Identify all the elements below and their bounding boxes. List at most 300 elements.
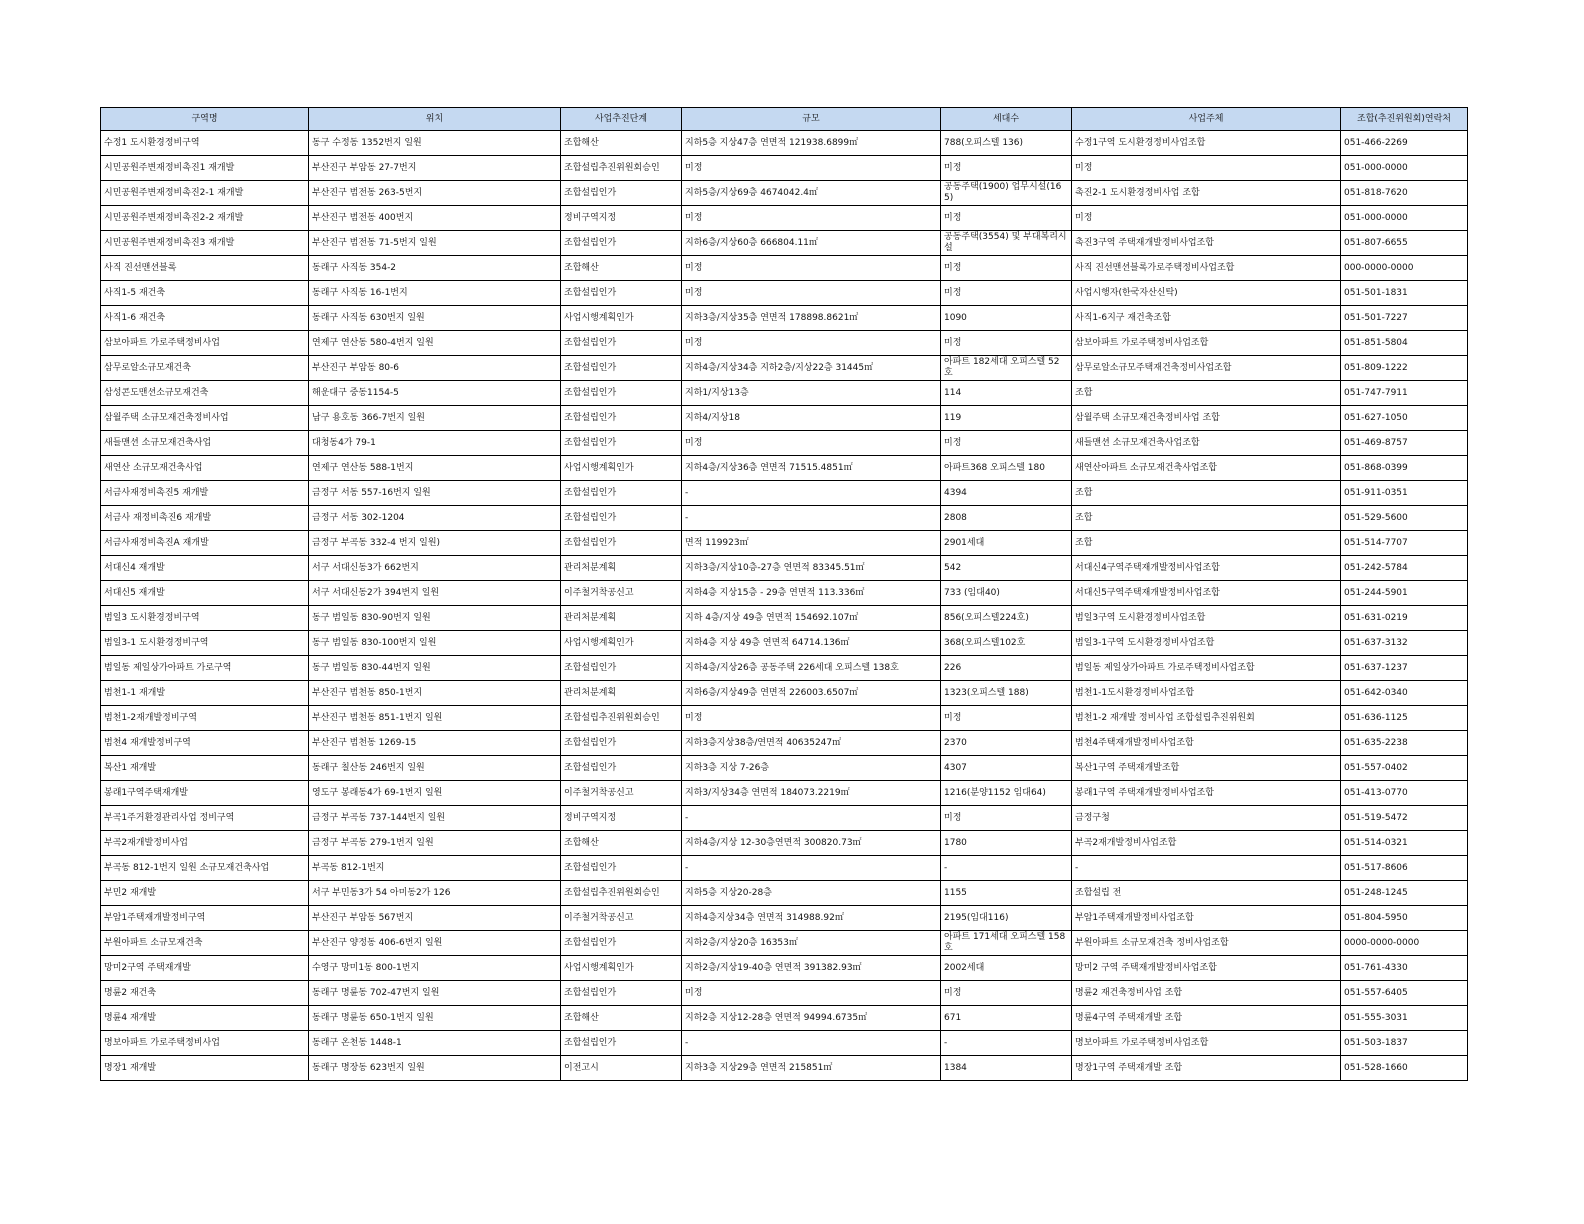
table-row [101, 556, 1468, 581]
households-cell: 공동주택(3554) 및 부대복리시설 [941, 231, 1072, 256]
scale-cell: 미정 [682, 156, 941, 181]
location-cell: 금정구 서동 302-1204 [309, 506, 561, 531]
households-cell: 542 [941, 556, 1072, 581]
district-name-cell: 서금사재정비촉진5 재개발 [101, 481, 309, 506]
table-row [101, 606, 1468, 631]
scale-cell: 지하5층 지상47층 연면적 121938.6899㎡ [682, 131, 941, 156]
table-row [101, 306, 1468, 331]
operator-cell: 범천1-2 재개발 정비사업 조합설립추진위원회 [1072, 706, 1341, 731]
table-row [101, 531, 1468, 556]
location-cell: 서구 서대신동3가 662번지 [309, 556, 561, 581]
district-name-cell: 사직1-5 재건축 [101, 281, 309, 306]
location-cell: 동래구 명장동 623번지 일원 [309, 1056, 561, 1081]
operator-cell: 미정 [1072, 156, 1341, 181]
stage-cell: 조합설립인가 [561, 656, 682, 681]
table-row [101, 1056, 1468, 1081]
operator-cell: 명보아파트 가로주택정비사업조합 [1072, 1031, 1341, 1056]
operator-cell: 범일3구역 도시환경정비사업조합 [1072, 606, 1341, 631]
contact-cell: 051-868-0399 [1341, 456, 1468, 481]
scale-cell: 지하5층/지상69층 4674042.4㎡ [682, 181, 941, 206]
location-cell: 동구 범일동 830-44번지 일원 [309, 656, 561, 681]
contact-cell: 051-761-4330 [1341, 956, 1468, 981]
households-cell: 미정 [941, 156, 1072, 181]
stage-cell: 조합해산 [561, 256, 682, 281]
scale-cell: 지하3층지상38층/연면적 40635247㎡ [682, 731, 941, 756]
district-name-cell: 부암1주택재개발정비구역 [101, 906, 309, 931]
table-row [101, 681, 1468, 706]
table-row [101, 256, 1468, 281]
table-row [101, 631, 1468, 656]
households-cell: 671 [941, 1006, 1072, 1031]
district-name-cell: 서금사 재정비촉진6 재개발 [101, 506, 309, 531]
table-row [101, 1006, 1468, 1031]
table-row [101, 756, 1468, 781]
contact-cell: 051-809-1222 [1341, 356, 1468, 381]
households-cell: 2901세대 [941, 531, 1072, 556]
contact-cell: 051-501-1831 [1341, 281, 1468, 306]
operator-cell: 조합 [1072, 481, 1341, 506]
stage-cell: 조합설립인가 [561, 481, 682, 506]
header-contact: 조합(추진위원회)연락처 [1341, 108, 1468, 131]
operator-cell: 새들맨션 소규모재건축사업조합 [1072, 431, 1341, 456]
households-cell: 아파트 182세대 오피스텔 52호 [941, 356, 1072, 381]
contact-cell: 0000-0000-0000 [1341, 931, 1468, 956]
stage-cell: 조합설립인가 [561, 731, 682, 756]
location-cell: 부산진구 범천동 1269-15 [309, 731, 561, 756]
table-row [101, 356, 1468, 381]
location-cell: 동래구 사직동 16-1번지 [309, 281, 561, 306]
stage-cell: 사업시행계획인가 [561, 631, 682, 656]
operator-cell: 범일3-1구역 도시환경정비사업조합 [1072, 631, 1341, 656]
households-cell: 114 [941, 381, 1072, 406]
table-row [101, 431, 1468, 456]
district-name-cell: 수정1 도시환경정비구역 [101, 131, 309, 156]
table-row [101, 931, 1468, 956]
location-cell: 금정구 부곡동 737-144번지 일원 [309, 806, 561, 831]
contact-cell: 051-807-6655 [1341, 231, 1468, 256]
district-name-cell: 범천1-2재개발정비구역 [101, 706, 309, 731]
stage-cell: 조합설립인가 [561, 281, 682, 306]
location-cell: 서구 부민동3가 54 아미동2가 126 [309, 881, 561, 906]
scale-cell: 지하3층/지상10층-27층 연면적 83345.51㎡ [682, 556, 941, 581]
scale-cell: 미정 [682, 206, 941, 231]
district-name-cell: 명장1 재개발 [101, 1056, 309, 1081]
scale-cell: - [682, 806, 941, 831]
contact-cell: 051-642-0340 [1341, 681, 1468, 706]
operator-cell: 부암1주택재개발정비사업조합 [1072, 906, 1341, 931]
operator-cell: 조합설립 전 [1072, 881, 1341, 906]
households-cell: 미정 [941, 981, 1072, 1006]
stage-cell: 조합설립인가 [561, 331, 682, 356]
stage-cell: 조합설립인가 [561, 381, 682, 406]
stage-cell: 조합설립추진위원회승인 [561, 706, 682, 731]
location-cell: 연제구 연산동 580-4번지 일원 [309, 331, 561, 356]
contact-cell: 051-635-2238 [1341, 731, 1468, 756]
contact-cell: 051-557-0402 [1341, 756, 1468, 781]
scale-cell: 미정 [682, 431, 941, 456]
operator-cell: 명륜2 재건축정비사업 조합 [1072, 981, 1341, 1006]
stage-cell: 조합설립추진위원회승인 [561, 156, 682, 181]
contact-cell: 051-244-5901 [1341, 581, 1468, 606]
district-name-cell: 삼성콘도맨션소규모재건축 [101, 381, 309, 406]
contact-cell: 051-517-8606 [1341, 856, 1468, 881]
contact-cell: 051-519-5472 [1341, 806, 1468, 831]
scale-cell: 지하4/지상18 [682, 406, 941, 431]
location-cell: 서구 서대신동2가 394번지 일원 [309, 581, 561, 606]
location-cell: 부산진구 부암동 567번지 [309, 906, 561, 931]
operator-cell: 수정1구역 도시환경정비사업조합 [1072, 131, 1341, 156]
households-cell: 아파트368 오피스텔 180 [941, 456, 1072, 481]
table-row [101, 856, 1468, 881]
district-name-cell: 서대신4 재개발 [101, 556, 309, 581]
location-cell: 부산진구 범천동 851-1번지 일원 [309, 706, 561, 731]
scale-cell: - [682, 856, 941, 881]
households-cell: 1323(오피스텔 188) [941, 681, 1072, 706]
scale-cell: 지하4층 지상 49층 연면적 64714.136㎡ [682, 631, 941, 656]
operator-cell: 부곡2재개발정비사업조합 [1072, 831, 1341, 856]
scale-cell: 지하2층/지상20층 16353㎡ [682, 931, 941, 956]
stage-cell: 이전고시 [561, 1056, 682, 1081]
header-stage: 사업추진단계 [561, 108, 682, 131]
scale-cell: 미정 [682, 331, 941, 356]
table-row [101, 156, 1468, 181]
table-row [101, 731, 1468, 756]
households-cell: - [941, 1031, 1072, 1056]
location-cell: 동래구 사직동 354-2 [309, 256, 561, 281]
stage-cell: 조합설립인가 [561, 856, 682, 881]
households-cell: 미정 [941, 806, 1072, 831]
operator-cell: 사직1-6지구 재건축조합 [1072, 306, 1341, 331]
location-cell: 동래구 온천동 1448-1 [309, 1031, 561, 1056]
district-name-cell: 명보아파트 가로주택정비사업 [101, 1031, 309, 1056]
contact-cell: 051-529-5600 [1341, 506, 1468, 531]
table-row [101, 981, 1468, 1006]
contact-cell: 051-636-1125 [1341, 706, 1468, 731]
table-row [101, 806, 1468, 831]
households-cell: 4307 [941, 756, 1072, 781]
stage-cell: 이주철거착공신고 [561, 781, 682, 806]
scale-cell: 지하2층/지상19-40층 연면적 391382.93㎡ [682, 956, 941, 981]
district-name-cell: 새들맨션 소규모재건축사업 [101, 431, 309, 456]
district-name-cell: 부곡2재개발정비사업 [101, 831, 309, 856]
households-cell: 1384 [941, 1056, 1072, 1081]
stage-cell: 조합설립인가 [561, 431, 682, 456]
district-name-cell: 서금사재정비촉진A 재개발 [101, 531, 309, 556]
households-cell: 1216(분양1152 임대64) [941, 781, 1072, 806]
contact-cell: 051-413-0770 [1341, 781, 1468, 806]
header-scale: 규모 [682, 108, 941, 131]
stage-cell: 조합해산 [561, 1006, 682, 1031]
district-name-cell: 부민2 재개발 [101, 881, 309, 906]
location-cell: 부산진구 범천동 850-1번지 [309, 681, 561, 706]
contact-cell: 051-514-7707 [1341, 531, 1468, 556]
contact-cell: 051-000-0000 [1341, 206, 1468, 231]
scale-cell: - [682, 506, 941, 531]
scale-cell: 지하3층 지상29층 연면적 215851㎡ [682, 1056, 941, 1081]
district-name-cell: 명륜4 재개발 [101, 1006, 309, 1031]
redevelopment-table [100, 107, 1468, 1081]
operator-cell: 서대신4구역주택재개발정비사업조합 [1072, 556, 1341, 581]
contact-cell: 051-242-5784 [1341, 556, 1468, 581]
district-name-cell: 명륜2 재건축 [101, 981, 309, 1006]
scale-cell: 미정 [682, 981, 941, 1006]
table-row [101, 656, 1468, 681]
stage-cell: 조합설립추진위원회승인 [561, 881, 682, 906]
stage-cell: 사업시행계획인가 [561, 306, 682, 331]
location-cell: 동래구 칠산동 246번지 일원 [309, 756, 561, 781]
location-cell: 부산진구 부암동 27-7번지 [309, 156, 561, 181]
location-cell: 부산진구 부암동 80-6 [309, 356, 561, 381]
households-cell: 1090 [941, 306, 1072, 331]
operator-cell: 사업시행자(한국자산신탁) [1072, 281, 1341, 306]
stage-cell: 이주철거착공신고 [561, 581, 682, 606]
households-cell: 226 [941, 656, 1072, 681]
stage-cell: 조합설립인가 [561, 356, 682, 381]
scale-cell: 면적 119923㎡ [682, 531, 941, 556]
district-name-cell: 범천4 재개발정비구역 [101, 731, 309, 756]
households-cell: 4394 [941, 481, 1072, 506]
scale-cell: 지하3층/지상35층 연면적 178898.8621㎡ [682, 306, 941, 331]
table-row [101, 831, 1468, 856]
table-row [101, 956, 1468, 981]
operator-cell: 조합 [1072, 531, 1341, 556]
contact-cell: 051-747-7911 [1341, 381, 1468, 406]
table-body [101, 131, 1468, 1081]
stage-cell: 조합설립인가 [561, 756, 682, 781]
households-cell: 공동주택(1900) 업무시설(165) [941, 181, 1072, 206]
location-cell: 금정구 부곡동 279-1번지 일원 [309, 831, 561, 856]
contact-cell: 051-503-1837 [1341, 1031, 1468, 1056]
stage-cell: 조합해산 [561, 131, 682, 156]
stage-cell: 이주철거착공신고 [561, 906, 682, 931]
location-cell: 부산진구 양정동 406-6번지 일원 [309, 931, 561, 956]
district-name-cell: 범천1-1 재개발 [101, 681, 309, 706]
table-row [101, 331, 1468, 356]
operator-cell: 조합 [1072, 381, 1341, 406]
district-name-cell: 망미2구역 주택재개발 [101, 956, 309, 981]
table-row [101, 131, 1468, 156]
table-row [101, 581, 1468, 606]
header-district-name: 구역명 [101, 108, 309, 131]
district-name-cell: 부곡동 812-1번지 일원 소규모재건축사업 [101, 856, 309, 881]
stage-cell: 조합설립인가 [561, 231, 682, 256]
scale-cell: 지하1/지상13층 [682, 381, 941, 406]
district-name-cell: 삼보아파트 가로주택정비사업 [101, 331, 309, 356]
scale-cell: - [682, 481, 941, 506]
table-row [101, 906, 1468, 931]
households-cell: 119 [941, 406, 1072, 431]
location-cell: 부산진구 범전동 71-5번지 일원 [309, 231, 561, 256]
district-name-cell: 시민공원주변재정비촉진3 재개발 [101, 231, 309, 256]
contact-cell: 051-637-1237 [1341, 656, 1468, 681]
contact-cell: 051-631-0219 [1341, 606, 1468, 631]
households-cell: 2195(임대116) [941, 906, 1072, 931]
operator-cell: 서대신5구역주택재개발정비사업조합 [1072, 581, 1341, 606]
scale-cell: 지하4층지상34층 연면적 314988.92㎡ [682, 906, 941, 931]
households-cell: 미정 [941, 331, 1072, 356]
contact-cell: 051-555-3031 [1341, 1006, 1468, 1031]
households-cell: 1155 [941, 881, 1072, 906]
contact-cell: 051-469-8757 [1341, 431, 1468, 456]
header-households: 세대수 [941, 108, 1072, 131]
location-cell: 동구 수정동 1352번지 일원 [309, 131, 561, 156]
stage-cell: 정비구역지정 [561, 806, 682, 831]
scale-cell: - [682, 1031, 941, 1056]
operator-cell: 금정구청 [1072, 806, 1341, 831]
scale-cell: 지하2층 지상12-28층 연면적 94994.6735㎡ [682, 1006, 941, 1031]
district-name-cell: 시민공원주변재정비촉진1 재개발 [101, 156, 309, 181]
operator-cell: 부원아파트 소규모재건축 정비사업조합 [1072, 931, 1341, 956]
scale-cell: 지하3/지상34층 연면적 184073.2219㎡ [682, 781, 941, 806]
district-name-cell: 새연산 소규모재건축사업 [101, 456, 309, 481]
operator-cell: - [1072, 856, 1341, 881]
district-name-cell: 복산1 재개발 [101, 756, 309, 781]
scale-cell: 미정 [682, 706, 941, 731]
scale-cell: 지하4층/지상26층 공동주택 226세대 오피스텔 138호 [682, 656, 941, 681]
table-row [101, 381, 1468, 406]
header-row [101, 108, 1468, 131]
households-cell: 856(오피스텔224호) [941, 606, 1072, 631]
scale-cell: 지하3층 지상 7-26층 [682, 756, 941, 781]
operator-cell: 삼보아파트 가로주택정비사업조합 [1072, 331, 1341, 356]
operator-cell: 범천1-1도시환경정비사업조합 [1072, 681, 1341, 706]
operator-cell: 사직 진선맨션블록가로주택정비사업조합 [1072, 256, 1341, 281]
scale-cell: 지하4층/지상34층 지하2층/지상22층 31445㎡ [682, 356, 941, 381]
table-row [101, 481, 1468, 506]
location-cell: 동구 범일동 830-100번지 일원 [309, 631, 561, 656]
contact-cell: 051-911-0351 [1341, 481, 1468, 506]
table-row [101, 781, 1468, 806]
header-operator: 사업주체 [1072, 108, 1341, 131]
location-cell: 부산진구 범전동 400번지 [309, 206, 561, 231]
district-name-cell: 사직 진선맨션블록 [101, 256, 309, 281]
contact-cell: 051-000-0000 [1341, 156, 1468, 181]
district-name-cell: 부곡1주거환경관리사업 정비구역 [101, 806, 309, 831]
location-cell: 동래구 명륜동 650-1번지 일원 [309, 1006, 561, 1031]
stage-cell: 사업시행계획인가 [561, 456, 682, 481]
contact-cell: 051-804-5950 [1341, 906, 1468, 931]
table-row [101, 231, 1468, 256]
scale-cell: 지하4층/지상36층 연면적 71515.4851㎡ [682, 456, 941, 481]
stage-cell: 조합설립인가 [561, 931, 682, 956]
scale-cell: 지하4층/지상 12-30층연면적 300820.73㎡ [682, 831, 941, 856]
location-cell: 동래구 명륜동 702-47번지 일원 [309, 981, 561, 1006]
contact-cell: 051-466-2269 [1341, 131, 1468, 156]
households-cell: 733 (임대40) [941, 581, 1072, 606]
operator-cell: 새연산아파트 소규모재건축사업조합 [1072, 456, 1341, 481]
location-cell: 해운대구 중동1154-5 [309, 381, 561, 406]
operator-cell: 조합 [1072, 506, 1341, 531]
stage-cell: 관리처분계획 [561, 681, 682, 706]
location-cell: 연제구 연산동 588-1번지 [309, 456, 561, 481]
scale-cell: 미정 [682, 256, 941, 281]
households-cell: - [941, 856, 1072, 881]
scale-cell: 지하 4층/지상 49층 연면적 154692.107㎡ [682, 606, 941, 631]
district-name-cell: 삼무로알소규모재건축 [101, 356, 309, 381]
scale-cell: 미정 [682, 281, 941, 306]
operator-cell: 범천4주택재개발정비사업조합 [1072, 731, 1341, 756]
table-row [101, 706, 1468, 731]
contact-cell: 051-501-7227 [1341, 306, 1468, 331]
households-cell: 368(오피스텔102호 [941, 631, 1072, 656]
contact-cell: 051-557-6405 [1341, 981, 1468, 1006]
operator-cell: 촉진2-1 도시환경정비사업 조합 [1072, 181, 1341, 206]
operator-cell: 삼무로알소규모주택재건축정비사업조합 [1072, 356, 1341, 381]
contact-cell: 051-637-3132 [1341, 631, 1468, 656]
households-cell: 미정 [941, 706, 1072, 731]
stage-cell: 조합해산 [561, 831, 682, 856]
location-cell: 대청동4가 79-1 [309, 431, 561, 456]
stage-cell: 조합설립인가 [561, 981, 682, 1006]
location-cell: 동구 범일동 830-90번지 일원 [309, 606, 561, 631]
location-cell: 부곡동 812-1번지 [309, 856, 561, 881]
operator-cell: 삼월주택 소규모재건축정비사업 조합 [1072, 406, 1341, 431]
table-row [101, 281, 1468, 306]
contact-cell: 000-0000-0000 [1341, 256, 1468, 281]
contact-cell: 051-248-1245 [1341, 881, 1468, 906]
district-name-cell: 범일동 제일상가아파트 가로구역 [101, 656, 309, 681]
operator-cell: 범일동 제일상가아파트 가로주택정비사업조합 [1072, 656, 1341, 681]
households-cell: 2002세대 [941, 956, 1072, 981]
operator-cell: 촉진3구역 주택재개발정비사업조합 [1072, 231, 1341, 256]
stage-cell: 관리처분계획 [561, 606, 682, 631]
scale-cell: 지하6층/지상49층 연면적 226003.6507㎡ [682, 681, 941, 706]
location-cell: 남구 용호동 366-7번지 일원 [309, 406, 561, 431]
header-location: 위치 [309, 108, 561, 131]
stage-cell: 정비구역지정 [561, 206, 682, 231]
district-name-cell: 삼월주택 소규모재건축정비사업 [101, 406, 309, 431]
operator-cell: 명륜4구역 주택재개발 조합 [1072, 1006, 1341, 1031]
location-cell: 금정구 서동 557-16번지 일원 [309, 481, 561, 506]
households-cell: 미정 [941, 431, 1072, 456]
table-row [101, 406, 1468, 431]
location-cell: 영도구 봉래동4가 69-1번지 일원 [309, 781, 561, 806]
stage-cell: 조합설립인가 [561, 181, 682, 206]
table-row [101, 181, 1468, 206]
operator-cell: 망미2 구역 주택재개발정비사업조합 [1072, 956, 1341, 981]
table-row [101, 206, 1468, 231]
contact-cell: 051-818-7620 [1341, 181, 1468, 206]
location-cell: 금정구 부곡동 332-4 번지 일원) [309, 531, 561, 556]
table-row [101, 881, 1468, 906]
households-cell: 아파트 171세대 오피스텔 158호 [941, 931, 1072, 956]
district-name-cell: 사직1-6 재건축 [101, 306, 309, 331]
scale-cell: 지하4층 지상15층 - 29층 연면적 113.336㎡ [682, 581, 941, 606]
scale-cell: 지하5층 지상20-28층 [682, 881, 941, 906]
stage-cell: 조합설립인가 [561, 531, 682, 556]
contact-cell: 051-627-1050 [1341, 406, 1468, 431]
operator-cell: 미정 [1072, 206, 1341, 231]
stage-cell: 관리처분계획 [561, 556, 682, 581]
location-cell: 동래구 사직동 630번지 일원 [309, 306, 561, 331]
households-cell: 2808 [941, 506, 1072, 531]
district-name-cell: 범일3 도시환경정비구역 [101, 606, 309, 631]
stage-cell: 조합설립인가 [561, 506, 682, 531]
stage-cell: 사업시행계획인가 [561, 956, 682, 981]
stage-cell: 조합설립인가 [561, 406, 682, 431]
operator-cell: 봉래1구역 주택재개발정비사업조합 [1072, 781, 1341, 806]
operator-cell: 복산1구역 주택재개발조합 [1072, 756, 1341, 781]
households-cell: 미정 [941, 206, 1072, 231]
contact-cell: 051-514-0321 [1341, 831, 1468, 856]
district-name-cell: 시민공원주변재정비촉진2-2 재개발 [101, 206, 309, 231]
district-name-cell: 서대신5 재개발 [101, 581, 309, 606]
table-row [101, 506, 1468, 531]
location-cell: 부산진구 범전동 263-5번지 [309, 181, 561, 206]
table-row [101, 456, 1468, 481]
households-cell: 1780 [941, 831, 1072, 856]
district-name-cell: 시민공원주변재정비촉진2-1 재개발 [101, 181, 309, 206]
